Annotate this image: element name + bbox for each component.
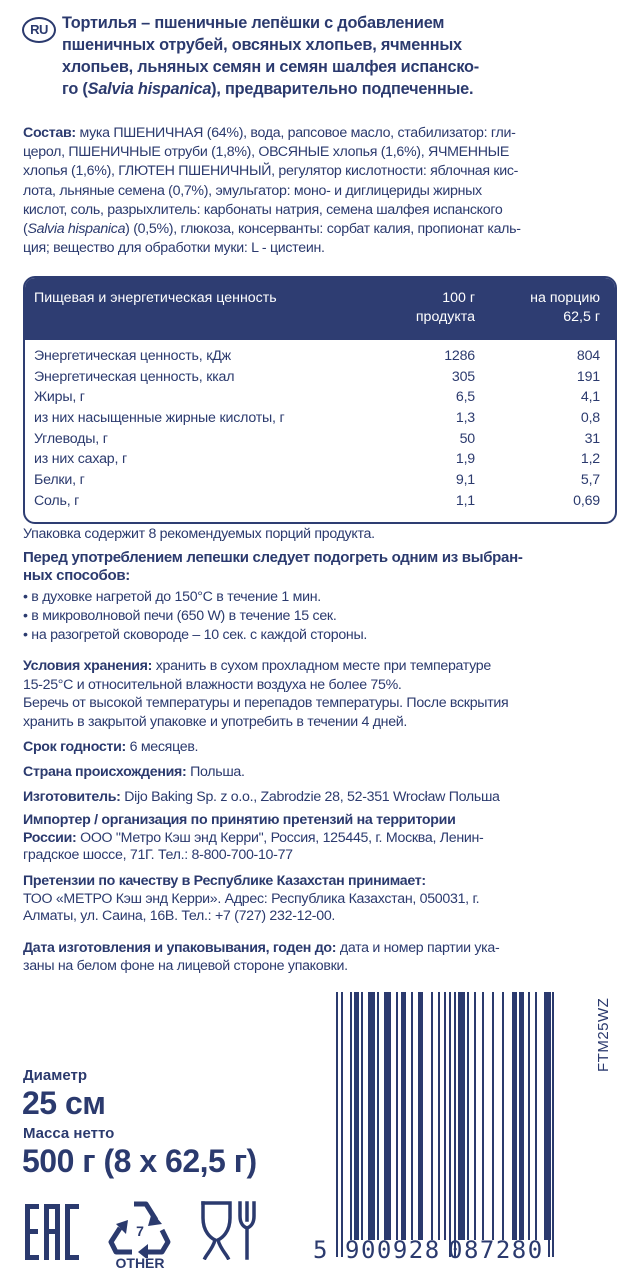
diameter-value: 25 см <box>22 1085 106 1121</box>
header-col-per100: 100 г продукта <box>415 290 475 325</box>
recycle-icon <box>108 1198 172 1278</box>
value-per-100g: 1,1 <box>455 492 475 509</box>
portions-note: Упаковка содержит 8 рекомендуемых порций продукта. <box>23 526 375 542</box>
heating-label: Перед употреблением лепешки следует подогреть одним из выбран- ных способов: <box>23 549 523 584</box>
eac-mark-icon <box>25 1204 79 1260</box>
title-line: пшеничных отрубей, овсяных хлопьев, ячменных <box>62 36 462 54</box>
nutrient-name: Соль, г <box>34 492 80 509</box>
heating-method: • на разогретой сковороде – 10 сек. с каждой стороны. <box>23 627 367 644</box>
net-mass-label: Масса нетто <box>23 1125 115 1142</box>
barcode-bar <box>512 992 517 1240</box>
nutrition-row <box>25 367 615 388</box>
barcode-bar <box>519 992 524 1240</box>
barcode-right-group: 087280 <box>448 1236 544 1264</box>
title-line: хлопьев, льняных семян и семян шалфея испанско- <box>62 58 480 76</box>
barcode-bar <box>361 992 363 1240</box>
nutrient-name: Белки, г <box>34 472 85 489</box>
nutrient-name: из них насыщенные жирные кислоты, г <box>34 410 285 427</box>
barcode-bar <box>384 992 391 1240</box>
title-line: Тортилья – пшеничные лепёшки с добавлением <box>62 14 445 32</box>
value-per-portion: 191 <box>576 368 600 385</box>
header-col-name: Пищевая и энергетическая ценность <box>34 290 277 306</box>
food-safe-glass-fork-icon <box>200 1200 256 1260</box>
nutrition-row <box>25 346 615 367</box>
value-per-100g: 9,1 <box>455 472 475 489</box>
nutrient-name: Энергетическая ценность, ккал <box>34 368 235 385</box>
language-badge: RU <box>22 17 56 43</box>
value-per-portion: 5,7 <box>580 472 600 489</box>
recycle-number: 7 <box>136 1223 144 1239</box>
header-col-per-portion: на порцию 62,5 г <box>530 290 600 325</box>
barcode-bar <box>454 992 456 1257</box>
barcode-guard-bar <box>552 992 554 1257</box>
barcode-bar <box>377 992 379 1240</box>
nutrition-row <box>25 408 615 429</box>
barcode-bar <box>401 992 406 1240</box>
value-per-portion: 804 <box>576 348 600 364</box>
barcode-bar <box>418 992 423 1240</box>
recycle-label: OTHER <box>115 1255 165 1271</box>
value-per-portion: 0,8 <box>580 410 600 427</box>
barcode-bar <box>474 992 476 1240</box>
barcode-bar <box>411 992 413 1240</box>
nutrition-row <box>25 470 615 491</box>
barcode-bar <box>368 992 375 1240</box>
barcode-bar <box>396 992 398 1240</box>
barcode-guard-bar <box>548 992 550 1257</box>
nutrition-row <box>25 387 615 408</box>
nutrition-table-header <box>25 278 615 340</box>
heating-method: • в микроволновой печи (650 W) в течение 15 сек. <box>23 608 337 625</box>
barcode-left-group: 900928 <box>345 1236 441 1264</box>
nutrient-name: из них сахар, г <box>34 451 127 468</box>
barcode-bar <box>528 992 530 1240</box>
nutrition-row <box>25 491 615 512</box>
barcode-bar <box>354 992 359 1240</box>
barcode-first-digit: 5 <box>313 1236 328 1264</box>
value-per-portion: 1,2 <box>580 451 600 468</box>
value-per-portion: 31 <box>584 430 600 447</box>
composition: Состав: мука ПШЕНИЧНАЯ (64%), вода, рапсовое масло, стабилизатор: гли- церол, ПШЕНИЧНЫЕ отруби (1,8%), ОВСЯНЫЕ хлопья (1,6%), ЯЧМЕННЫЕ хлопья (1,6%), ГЛЮТЕН ПШЕНИЧНЫЙ, регулятор кислотности: яблочная кис- лота, льняные семена (0,7%), эмульгатор: моно- и диглицериды жирных кислот, соль, разрыхлитель: карбонаты натрия, семена шалфея испанского (Salvia hispanica) (0,5%), глюкоза, консерванты: сорбат калия, пропионат каль- ция; вещество для обработки муки: L - цистеин. <box>23 125 521 257</box>
barcode-bar <box>502 992 504 1240</box>
product-title <box>62 12 627 100</box>
barcode-bar <box>467 992 469 1240</box>
nutrient-name: Углеводы, г <box>34 430 108 447</box>
barcode-bar <box>350 992 352 1240</box>
kazakhstan-claims: Претензии по качеству в Республике Казахстан принимает: ТОО «МЕТРО Кэш энд Керри». Адрес: Республика Казахстан, 050031, г. Алматы, ул. Саина, 16В. Тел.: +7 (727) 232-12-00. <box>23 873 480 924</box>
composition-label: Состав: <box>23 125 76 141</box>
heating-method: • в духовке нагретой до 150°C в течение 1 мин. <box>23 589 321 605</box>
barcode <box>336 992 554 1262</box>
barcode-bar <box>458 992 465 1240</box>
barcode-bar <box>438 992 440 1240</box>
nutrition-table-body <box>25 340 615 512</box>
barcode-bar <box>449 992 451 1257</box>
net-mass-value: 500 г (8 х 62,5 г) <box>22 1143 257 1179</box>
nutrient-name: Энергетическая ценность, кДж <box>34 348 231 364</box>
value-per-100g: 1,9 <box>455 451 475 468</box>
value-per-100g: 305 <box>451 368 475 385</box>
nutrition-table <box>23 276 617 524</box>
title-line: го (Salvia hispanica), предварительно подпеченные. <box>62 80 474 98</box>
barcode-bar <box>482 992 484 1240</box>
production-dates: Дата изготовления и упаковывания, годен до: дата и номер партии ука- заны на белом фоне на лицевой стороне упаковки. <box>23 940 500 974</box>
barcode-bar <box>535 992 537 1240</box>
country-of-origin: Страна происхождения: Польша. <box>23 764 245 780</box>
value-per-100g: 1286 <box>444 348 475 364</box>
barcode-bar <box>431 992 433 1240</box>
barcode-bar <box>336 992 338 1257</box>
product-code: FTM25WZ <box>595 997 612 1072</box>
value-per-portion: 4,1 <box>580 389 600 406</box>
shelf-life: Срок годности: 6 месяцев. <box>23 739 199 755</box>
manufacturer: Изготовитель: Dijo Baking Sp. z o.o., Zabrodzie 28, 52-351 Wrocław Польша <box>23 789 500 805</box>
value-per-100g: 1,3 <box>455 410 475 427</box>
value-per-portion: 0,69 <box>573 492 600 509</box>
latin-name: Salvia hispanica <box>87 80 212 98</box>
importer: Импортер / организация по принятию претензий на территории России: ООО "Метро Кэш энд Керри", Россия, 125445, г. Москва, Ленин- градское шоссе, 71Г. Тел.: 8-800-700-10-77 <box>23 812 484 863</box>
value-per-100g: 50 <box>459 430 475 447</box>
latin-name: Salvia hispanica <box>27 221 126 238</box>
heating-methods <box>23 588 623 646</box>
nutrition-row <box>25 429 615 450</box>
storage-label: Условия хранения: <box>23 658 153 674</box>
storage-conditions: Условия хранения: хранить в сухом прохладном месте при температуре 15-25°C и относительной влажности воздуха не более 75%. Беречь от высокой температуры и перепадов температуры. После вскрытия хранить в закрытой упаковке и употребить в течении 4 дней. <box>23 658 509 730</box>
barcode-bar <box>492 992 494 1240</box>
barcode-bar <box>341 992 343 1257</box>
heating-instructions <box>23 549 623 646</box>
nutrition-row <box>25 449 615 470</box>
nutrient-name: Жиры, г <box>34 389 85 406</box>
diameter-label: Диаметр <box>23 1067 87 1084</box>
value-per-100g: 6,5 <box>455 389 475 406</box>
barcode-bar <box>444 992 446 1240</box>
